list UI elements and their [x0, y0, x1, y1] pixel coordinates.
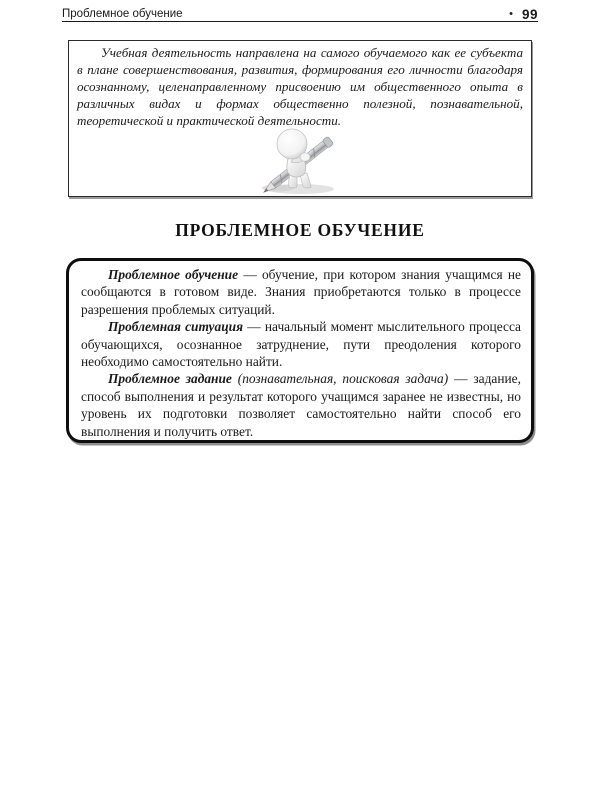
separator-dot: • — [509, 8, 513, 20]
figure-with-pencil-icon — [248, 122, 363, 196]
paragraph — [81, 370, 521, 440]
text-segment: (познавательная, поисковая задача) — [231, 371, 449, 387]
text-segment: Учебная деятельность направлена на самого обучаемого как ее субъекта в плане совершенствования, развития, формирования его личности благодаря осознанному, целенаправленному присвоению им общественного опыта в различных видах и формах общественно полезной, познавательной, теоретической и практической деятельности. — [77, 45, 523, 128]
header-rule — [62, 21, 538, 22]
header-right — [509, 7, 538, 22]
running-title: Проблемное обучение — [62, 8, 183, 20]
text-segment: — обучение, при котором знания учащимся не сообщаются в готовом виде. Знания приобретаются только в процессе разрешения проблемых ситуаций. — [81, 267, 521, 317]
text-segment: — задание, способ выполнения и результат которого учащимся заранее не известны, но уровень их подготовки позволяет самостоятельно найти способ его выполнения и получить ответ. — [81, 371, 521, 439]
paragraph — [81, 318, 521, 370]
definition-box-text — [81, 266, 521, 440]
definition-box — [66, 258, 534, 443]
paragraph — [77, 44, 523, 129]
writer-figure-illustration — [248, 122, 363, 196]
page-number: 99 — [521, 6, 538, 22]
paragraph — [81, 266, 521, 318]
text-segment: — начальный момент мыслительного процесса обучающихся, осознанное затруднение, пути преодоления которого необходимо самостоятельно найти. — [81, 319, 521, 370]
text-segment: Проблемное задание — [108, 371, 232, 387]
intro-box-text — [77, 44, 523, 129]
text-segment: Проблемное обучение — [108, 267, 239, 282]
section-title: ПРОБЛЕМНОЕ ОБУЧЕНИЕ — [175, 220, 425, 240]
text-segment: Проблемная ситуация — [108, 319, 243, 335]
